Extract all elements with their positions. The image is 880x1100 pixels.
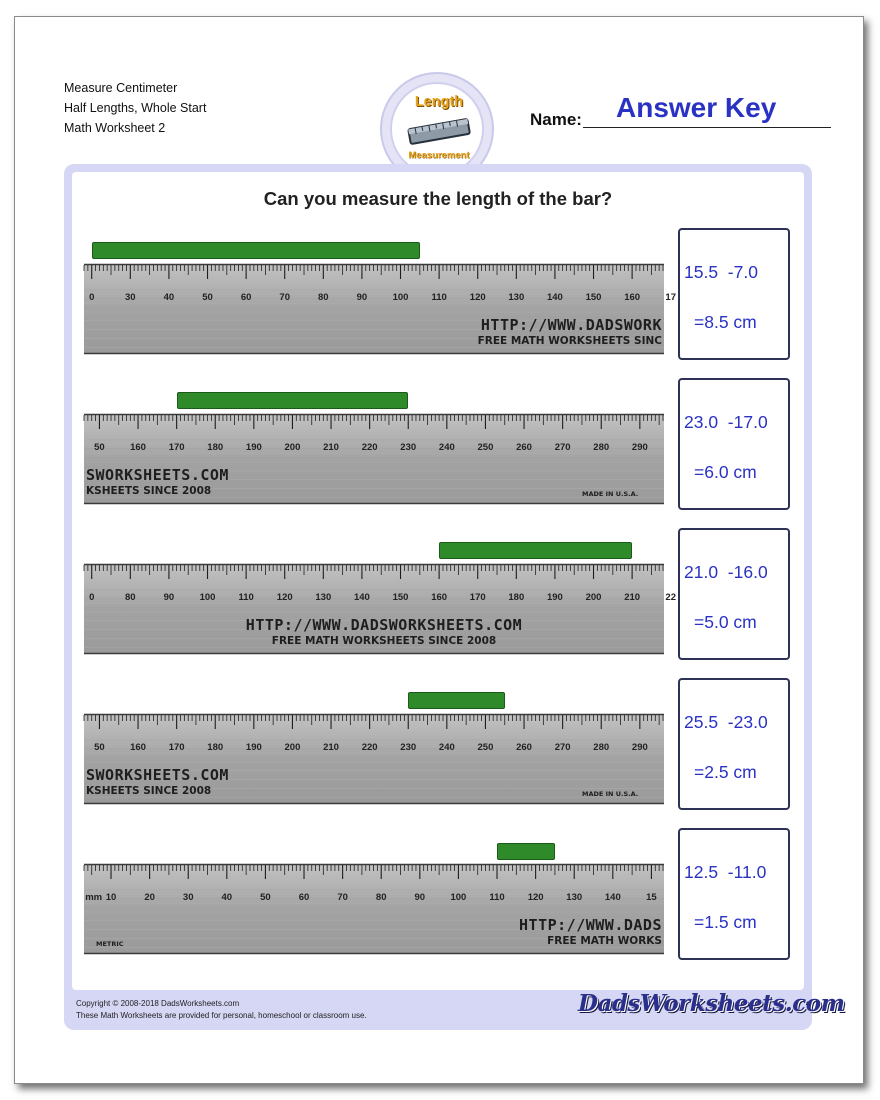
- ruler-tick-label: 120: [469, 292, 486, 303]
- logo-subtitle: Measurement: [408, 150, 470, 161]
- answer-box[interactable]: [678, 678, 790, 810]
- answer-box[interactable]: [678, 378, 790, 510]
- ruler: [84, 714, 664, 806]
- ruler-tick-label: 90: [163, 592, 175, 603]
- logo-title: Length: [414, 94, 464, 110]
- ruler-imprint-url: HTTP://WWW.DADSWORKSHEETS.COM: [245, 616, 523, 634]
- worksheet-header: [64, 78, 206, 138]
- ruler-tick-label: 240: [438, 442, 455, 453]
- ruler-tick-label: 260: [516, 742, 532, 753]
- ruler-tick-label: 22: [665, 592, 677, 603]
- ruler-tick-label: 20: [144, 892, 155, 903]
- ruler-imprint-tagline: FREE MATH WORKSHEETS SINC: [477, 335, 662, 347]
- ruler-tick-label: 40: [163, 292, 175, 303]
- measure-bar: [92, 242, 420, 259]
- ruler-tick-label: 120: [276, 592, 293, 603]
- ruler-tick-label: 0: [89, 592, 95, 603]
- ruler-tick-label: 260: [516, 442, 532, 453]
- ruler-imprint-tagline: KSHEETS SINCE 2008: [86, 485, 212, 497]
- usage-note: These Math Worksheets are provided for personal, homeschool or classroom use.: [76, 1011, 367, 1020]
- answer-box[interactable]: [678, 228, 790, 360]
- ruler-tick-label: 290: [631, 442, 648, 453]
- ruler-tick-label: 170: [469, 592, 486, 603]
- ruler-tick-label: 210: [323, 742, 339, 753]
- ruler-tick-label: 70: [337, 892, 348, 903]
- answer-result: =5.0 cm: [694, 612, 757, 632]
- ruler: [84, 864, 664, 956]
- question-heading: Can you measure the length of the bar?: [263, 188, 613, 209]
- ruler-tick-label: 290: [631, 742, 648, 753]
- ruler: [84, 414, 664, 506]
- name-label: Name:: [530, 110, 582, 129]
- ruler-tick-label: 210: [624, 592, 641, 603]
- ruler-tick-label: 0: [89, 292, 95, 303]
- answer-result: =1.5 cm: [694, 912, 757, 932]
- ruler-imprint-tagline: FREE MATH WORKSHEETS SINCE 2008: [271, 635, 497, 647]
- ruler-tick-label: 220: [361, 742, 378, 753]
- ruler-tick-label: 130: [566, 892, 583, 903]
- ruler-tick-label: 270: [554, 742, 571, 753]
- ruler-tick-label: 110: [431, 292, 447, 303]
- ruler-tick-label: 80: [125, 592, 136, 603]
- ruler-tick-label: 160: [130, 442, 146, 453]
- ruler-tick-label: 90: [356, 292, 368, 303]
- copyright-notice: [76, 998, 367, 1022]
- ruler-tick-label: mm: [85, 892, 103, 903]
- ruler-tick-label: 60: [298, 892, 310, 903]
- ruler-icon: [406, 118, 472, 144]
- ruler-tick-label: 100: [199, 592, 216, 603]
- answer-subtraction: 23.0 -17.0: [684, 412, 768, 432]
- ruler-tick-label: 200: [284, 742, 301, 753]
- ruler-tick-label: 30: [182, 892, 194, 903]
- ruler-tick-label: 140: [353, 592, 370, 603]
- ruler-metric-label: METRIC: [96, 940, 124, 948]
- measure-bar: [408, 692, 505, 709]
- ruler-tick-label: 17: [665, 292, 677, 303]
- answer-box[interactable]: [678, 828, 790, 960]
- ruler-tick-label: 280: [593, 742, 610, 753]
- ruler-tick-label: 80: [375, 892, 387, 903]
- measure-bar: [177, 392, 409, 409]
- ruler-imprint-tagline: FREE MATH WORKS: [547, 935, 662, 947]
- ruler-tick-label: 50: [94, 442, 105, 453]
- ruler-tick-label: 100: [392, 292, 409, 303]
- ruler: [84, 264, 677, 356]
- ruler-tick-label: 110: [489, 892, 505, 903]
- ruler-tick-label: 280: [593, 442, 610, 453]
- ruler-tick-label: 70: [279, 292, 291, 303]
- ruler-tick-label: 210: [323, 442, 339, 453]
- ruler-imprint-url: HTTP://WWW.DADSWORK: [480, 316, 662, 334]
- ruler-tick-label: 30: [125, 292, 136, 303]
- header-subtitle: Half Lengths, Whole Start: [64, 101, 207, 115]
- dadsworksheets-logo: DadsWorksheets.com: [578, 990, 845, 1017]
- answer-box[interactable]: [678, 528, 790, 660]
- ruler-imprint-tagline: KSHEETS SINCE 2008: [86, 785, 212, 797]
- ruler-tick-label: 80: [318, 292, 329, 303]
- ruler-tick-label: 180: [508, 592, 525, 603]
- measure-bar: [497, 843, 555, 860]
- answer-subtraction: 15.5 -7.0: [684, 262, 758, 282]
- ruler-tick-label: 180: [207, 442, 224, 453]
- ruler-tick-label: 160: [431, 592, 448, 603]
- ruler-tick-label: 180: [207, 742, 224, 753]
- ruler-tick-label: 190: [245, 742, 262, 753]
- ruler-imprint-url: SWORKSHEETS.COM: [86, 466, 229, 484]
- ruler-tick-label: 250: [477, 742, 494, 753]
- ruler-tick-label: 50: [260, 892, 271, 903]
- answer-subtraction: 25.5 -23.0: [684, 712, 768, 732]
- ruler-tick-label: 140: [604, 892, 621, 903]
- ruler-tick-label: 120: [527, 892, 544, 903]
- ruler-tick-label: 100: [450, 892, 467, 903]
- ruler-tick-label: 160: [624, 292, 641, 303]
- ruler: [84, 564, 677, 656]
- ruler-tick-label: 240: [438, 742, 455, 753]
- ruler-tick-label: 270: [554, 442, 571, 453]
- ruler-tick-label: 140: [546, 292, 563, 303]
- ruler-tick-label: 250: [477, 442, 494, 453]
- ruler-tick-label: 50: [94, 742, 105, 753]
- answer-key-label: Answer Key: [616, 92, 777, 123]
- ruler-tick-label: 150: [392, 592, 409, 603]
- ruler-tick-label: 40: [221, 892, 233, 903]
- ruler-tick-label: 50: [202, 292, 213, 303]
- ruler-tick-label: 10: [105, 892, 117, 903]
- ruler-tick-label: 200: [585, 592, 602, 603]
- ruler-made-in: MADE IN U.S.A.: [582, 490, 639, 498]
- ruler-tick-label: 170: [168, 442, 185, 453]
- answer-subtraction: 12.5 -11.0: [684, 862, 767, 882]
- answer-subtraction: 21.0 -16.0: [684, 562, 768, 582]
- answer-result: =2.5 cm: [694, 762, 757, 782]
- header-title: Measure Centimeter: [64, 81, 178, 95]
- ruler-tick-label: 90: [414, 892, 426, 903]
- ruler-imprint-url: HTTP://WWW.DADS: [519, 916, 662, 934]
- ruler-tick-label: 170: [168, 742, 185, 753]
- ruler-tick-label: 230: [400, 442, 417, 453]
- ruler-tick-label: 190: [546, 592, 563, 603]
- ruler-tick-label: 15: [646, 892, 657, 903]
- header-worksheet-number: Math Worksheet 2: [64, 121, 166, 135]
- ruler-tick-label: 150: [585, 292, 602, 303]
- ruler-tick-label: 200: [284, 442, 301, 453]
- ruler-tick-label: 60: [240, 292, 252, 303]
- answer-result: =6.0 cm: [694, 462, 757, 482]
- answer-result: =8.5 cm: [694, 312, 757, 332]
- copyright-text: Copyright © 2008-2018 DadsWorksheets.com: [76, 999, 240, 1008]
- ruler-tick-label: 130: [508, 292, 525, 303]
- ruler-tick-label: 110: [238, 592, 254, 603]
- ruler-tick-label: 130: [315, 592, 332, 603]
- ruler-tick-label: 220: [361, 442, 378, 453]
- ruler-tick-label: 230: [400, 742, 417, 753]
- ruler-tick-label: 160: [130, 742, 146, 753]
- ruler-made-in: MADE IN U.S.A.: [582, 790, 639, 798]
- measure-bar: [439, 542, 632, 559]
- ruler-imprint-url: SWORKSHEETS.COM: [86, 766, 229, 784]
- ruler-tick-label: 190: [245, 442, 262, 453]
- name-field-line[interactable]: [583, 127, 831, 128]
